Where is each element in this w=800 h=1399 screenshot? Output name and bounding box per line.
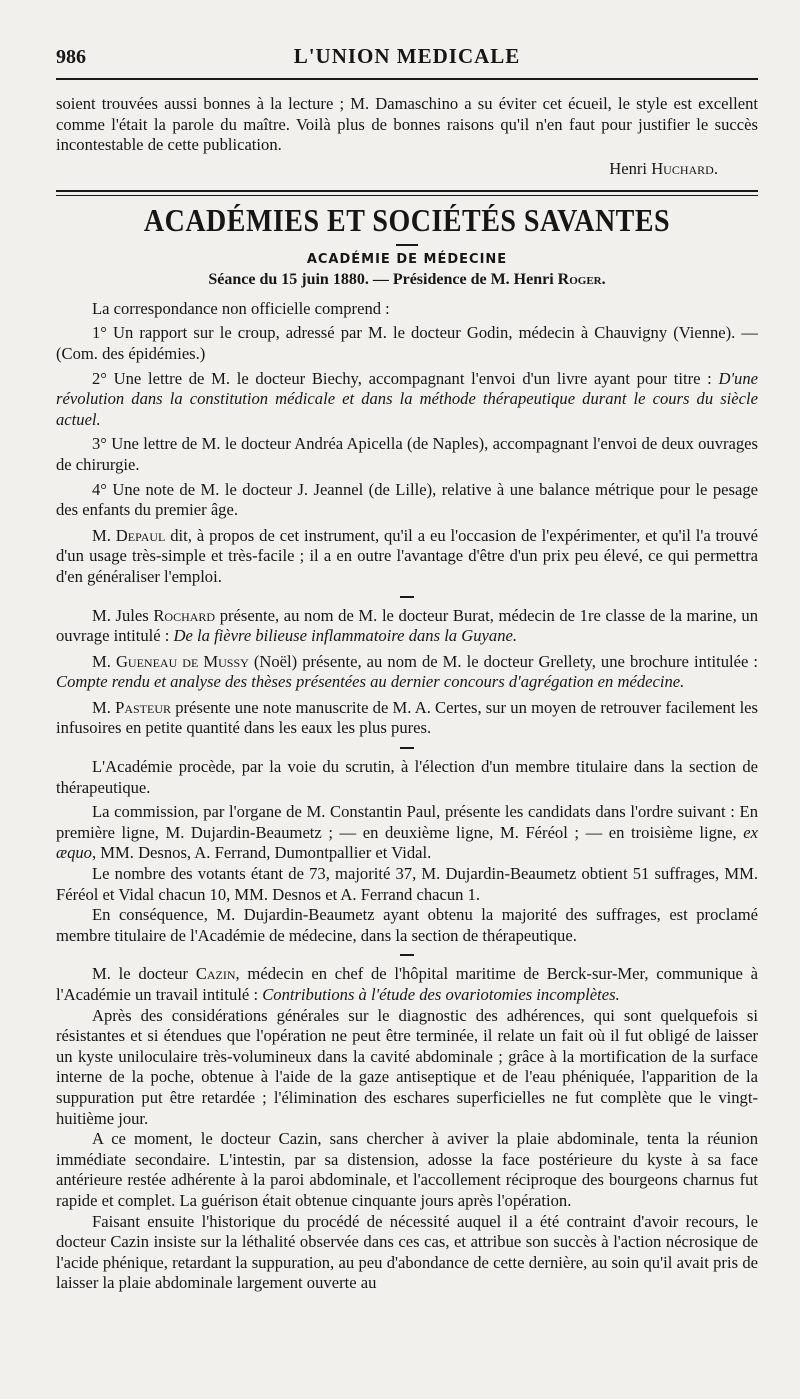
signature (56, 158, 718, 180)
session-line (56, 271, 758, 289)
cazin-paragraph-4: Faisant ensuite l'historique du procédé de nécessité auquel il a été contraint d'avoir recours, le docteur Cazin insiste sur la léthalité observée dans ces cas, et attribue son succès à l'action nécrosique de l'acide phénique, retardant la suppuration, au peu d'abondance de cette dernière, au soin qu'il avait pris de laisser la plaie abdominale largement ouverte au (56, 1211, 758, 1293)
pasteur-paragraph (56, 698, 758, 739)
rochard-text: présente, au nom de M. le docteur Burat, médecin de 1re classe de la marine, un ouvrage intitulé : (56, 605, 758, 646)
depaul-paragraph (56, 526, 758, 588)
rochard-paragraph (56, 606, 758, 647)
rochard-prefix: M. Jules (92, 605, 149, 625)
election-paragraph-3: Le nombre des votants étant de 73, majorité 37, M. Dujardin-Beaumetz obtient 51 suffrages, MM. Féréol et Vidal chacun 10, MM. Desnos et A. Ferrand chacun 1. (56, 864, 758, 904)
rochard-name: Rochard (153, 605, 216, 625)
page-header (56, 38, 758, 80)
intro-paragraph: soient trouvées aussi bonnes à la lecture ; M. Damaschino a su éviter cet écueil, le style est excellent comme l'était la parole du maître. Voilà plus de bonnes raisons qu'il n'en faut pour justifier le succès incontestable de cette publication. (56, 94, 758, 155)
pasteur-text: présente une note manuscrite de M. A. Certes, sur un moyen de retrouver facilement les infusoires en petite quantité dans les eaux les plus pures. (56, 697, 759, 738)
correspondence-heading: La correspondance non officielle comprend : (92, 298, 390, 318)
cazin-title: Contributions à l'étude des ovariotomies incomplètes. (262, 985, 620, 1004)
cazin-name: Cazin (195, 964, 236, 984)
election-paragraph-1: L'Académie procède, par la voie du scrutin, à l'élection d'un membre titulaire dans la section de thérapeutique. (56, 757, 758, 797)
title-rule (396, 244, 418, 246)
correspondence-item-4: 4° Une note de M. le docteur J. Jeannel (de Lille), relative à une balance métrique pour le pesage des enfants du premier âge. (56, 479, 758, 520)
signature-last-name: Huchard. (651, 158, 718, 178)
running-title: L'UNION MEDICALE (293, 44, 521, 68)
section-title: ACADÉMIES ET SOCIÉTÉS SAVANTES (143, 203, 671, 239)
cazin-text: , médecin en chef de l'hôpital maritime de Berck-sur-Mer, communique à l'Académie un travail intitulé : (56, 964, 758, 1004)
cazin-paragraph-2: Après des considérations générales sur le diagnostic des adhérences, qui sont quelquefois si résistantes et si étendues que l'opération ne peut être terminée, il relate un fait où il fut obligé de laisser un kyste uniloculaire très-volumineux dans la cavité abdominale ; grâce à la mortification de la surface interne de la poche, obtenue à l'aide de la gaze antiseptique et de l'eau phéniquée, l'apparition de la suppuration put être retardée ; l'élimination des eschares superficielles ne fut complète que le vingt-huitième jour. (56, 1005, 758, 1128)
correspondence-item-3: 3° Une lettre de M. le docteur Andréa Apicella (de Naples), accompagnant l'envoi de deux ouvrages de chirurgie. (56, 434, 758, 474)
election-p2-italic: ex æquo (56, 822, 758, 863)
gueneau-title: Compte rendu et analyse des thèses présentées au dernier concours d'agrégation en médecine. (56, 672, 685, 692)
session-president: Roger. (557, 270, 606, 288)
gueneau-name: M. Gueneau de Mussy (92, 651, 249, 671)
depaul-text: dit, à propos de cet instrument, qu'il a eu l'occasion de l'expérimenter, et qu'il l'a trouvé d'un usage très-simple et très-facile ; il a en outre l'avantage d'être d'un prix peu élevé, ce qui permettra d'en généraliser l'emploi. (56, 525, 758, 586)
correspondence-item-2 (56, 369, 758, 431)
correspondence-item-1: 1° Un rapport sur le croup, adressé par M. le docteur Godin, médecin à Chauvigny (Vienne). — (Com. des épidémies.) (56, 323, 758, 363)
item-2-text: 2° Une lettre de M. le docteur Biechy, accompagnant l'envoi d'un livre ayant pour titre : (92, 368, 712, 388)
rochard-title: De la fièvre bilieuse inflammatoire dans la Guyane. (173, 626, 518, 646)
session-text: Séance du 15 juin 1880. — Présidence de M. Henri (208, 270, 554, 288)
gueneau-text: (Noël) présente, au nom de M. le docteur Grellety, une brochure intitulée : (248, 651, 758, 671)
gueneau-paragraph (56, 652, 758, 693)
depaul-name: M. Depaul (92, 525, 166, 545)
separator (400, 954, 414, 956)
election-p2-a: La commission, par l'organe de M. Constantin Paul, présente les candidats dans l'ordre suivant : En première ligne, M. Dujardin-Beaumetz ; — en deuxième ligne, M. Féréol ; — en troisième ligne, (56, 802, 758, 842)
cazin-paragraph-1 (56, 964, 758, 1005)
section-subtitle: ACADÉMIE DE MÉDECINE (306, 251, 508, 267)
election-paragraph-4: En conséquence, M. Dujardin-Beaumetz ayant obtenu la majorité des suffrages, est proclamé membre titulaire de l'Académie de médecine, dans la section de thérapeutique. (56, 905, 758, 945)
cazin-paragraph-3: A ce moment, le docteur Cazin, sans chercher à aviver la plaie abdominale, tenta la réunion immédiate secondaire. L'intestin, par sa distension, adosse la face postérieure du kyste à sa face antérieure restée adhérente à la paroi abdominale, et l'accollement réciproque des bourgeons charnus fut rapide et complet. La guérison était obtenue cinquante jours après l'opération. (56, 1129, 758, 1210)
election-paragraph-2 (56, 802, 758, 864)
election-p2-b: , MM. Desnos, A. Ferrand, Dumontpallier et Vidal. (91, 843, 432, 863)
signature-first-name: Henri (609, 158, 648, 178)
cazin-prefix: M. le docteur (92, 964, 189, 984)
item-2-title: D'une révolution dans la constitution médicale et dans la méthode thérapeutique durant le cours du siècle actuel. (56, 368, 758, 429)
section-divider (56, 190, 758, 196)
pasteur-name: M. Pasteur (92, 697, 172, 717)
page-number: 986 (56, 46, 86, 68)
separator (400, 747, 414, 749)
separator (400, 596, 414, 598)
